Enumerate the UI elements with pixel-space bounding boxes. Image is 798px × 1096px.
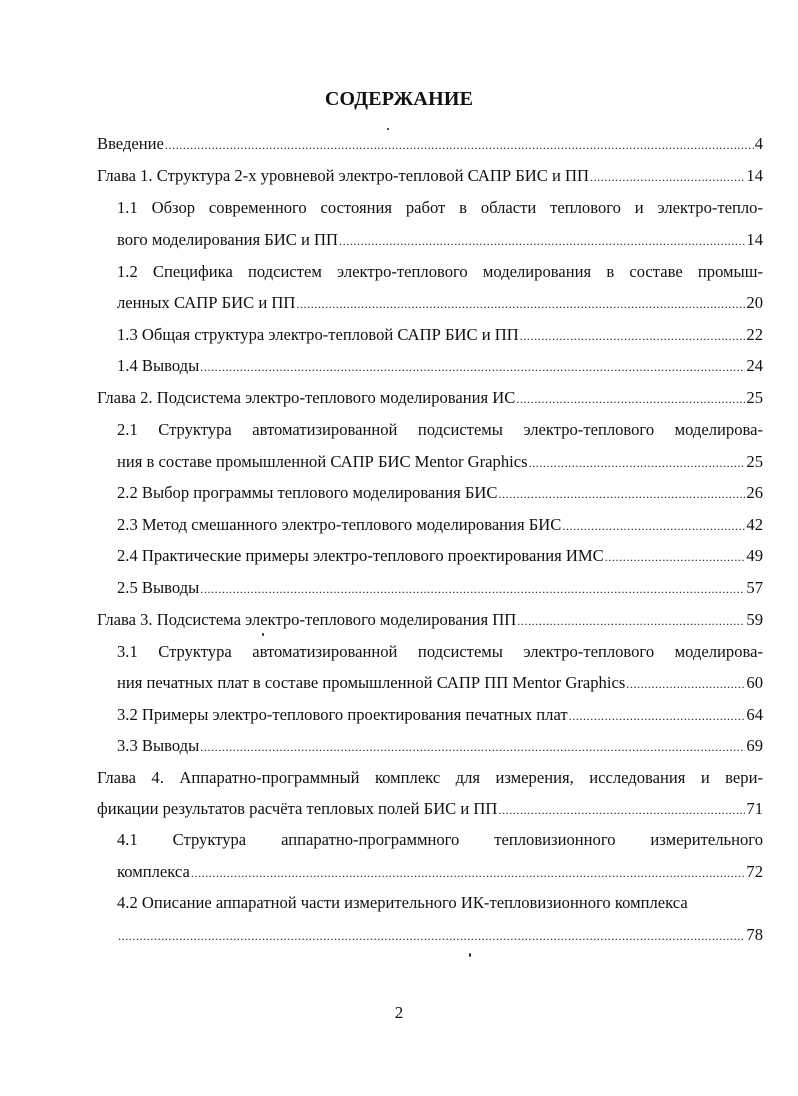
toc-entry-text: вого моделирования БИС и ПП xyxy=(117,230,338,249)
toc-entry-1-1-line1[interactable]: 1.1 Обзор современного состояния работ в области теплового и электро-тепло- xyxy=(117,198,763,217)
toc-entry-text: 3.2 Примеры электро-теплового проектирования печатных плат xyxy=(117,705,568,724)
toc-entry-text: 1.3 Общая структура электро-тепловой САПР БИС и ПП xyxy=(117,325,519,344)
toc-entry-text: 3.3 Выводы xyxy=(117,736,200,755)
toc-entry-2-3[interactable] xyxy=(117,515,763,536)
toc-entry-text: фикации результатов расчёта тепловых полей БИС и ПП xyxy=(97,799,498,818)
toc-page-number: 72 xyxy=(746,862,763,881)
toc-entry-text: комплекса xyxy=(117,862,190,881)
toc-entry-2-1[interactable] xyxy=(117,452,763,473)
dot-leader xyxy=(498,484,745,504)
toc-entry-4-2[interactable] xyxy=(117,925,763,946)
toc-entry-text: 4.2 Описание аппаратной части измерительного ИК-тепловизионного комплекса xyxy=(117,893,688,912)
dot-leader xyxy=(200,357,745,377)
toc-page-number: 20 xyxy=(746,293,763,312)
dot-leader xyxy=(590,167,745,187)
toc-entry-text: ния печатных плат в составе промышленной САПР ПП Mentor Graphics xyxy=(117,673,626,692)
dot-leader xyxy=(498,800,745,820)
toc-entry-4-1[interactable] xyxy=(117,862,763,883)
toc-page-number: 60 xyxy=(746,673,763,692)
toc-entry-text: ния в составе промышленной САПР БИС Mentor Graphics xyxy=(117,452,528,471)
toc-entry-chapter-3[interactable] xyxy=(97,610,763,631)
toc-entry-1-3[interactable] xyxy=(117,325,763,346)
page-number: 2 xyxy=(394,1003,404,1022)
toc-entry-2-2[interactable] xyxy=(117,483,763,504)
toc-entry-2-1-line1[interactable]: 2.1 Структура автоматизированной подсистемы электро-теплового моделирова- xyxy=(117,420,763,439)
toc-page-number: 69 xyxy=(746,736,763,755)
dot-leader xyxy=(296,294,745,314)
toc-entry-4-2-line1[interactable] xyxy=(117,893,763,913)
dot-leader xyxy=(569,706,746,726)
toc-entry-chapter-4[interactable] xyxy=(97,799,763,820)
toc-entry-text: Введение xyxy=(97,134,164,153)
dot-leader xyxy=(520,326,746,346)
page-title: СОДЕРЖАНИЕ xyxy=(324,88,474,110)
dot-leader xyxy=(165,135,754,155)
dot-leader xyxy=(562,516,745,536)
toc-entry-text: 2.2 Выбор программы теплового моделирования БИС xyxy=(117,483,498,502)
toc-entry-2-5[interactable] xyxy=(117,578,763,599)
dot-leader xyxy=(118,926,745,946)
toc-page-number: 25 xyxy=(746,388,763,407)
toc-page-number: 64 xyxy=(746,705,763,724)
toc-entry-text: 2.5 Выводы xyxy=(117,578,200,597)
toc-entry-text: 2.3 Метод смешанного электро-теплового моделирования БИС xyxy=(117,515,562,534)
dot-leader xyxy=(517,611,745,631)
toc-page-number: 24 xyxy=(746,356,763,375)
dot-leader xyxy=(200,737,745,757)
dot-leader xyxy=(626,674,745,694)
toc-entry-text: Глава 2. Подсистема электро-теплового моделирования ИС xyxy=(97,388,516,407)
toc-page-number: 4 xyxy=(754,134,763,153)
toc-entry-3-1[interactable] xyxy=(117,673,763,694)
scan-speck xyxy=(262,633,264,636)
toc-page-number: 71 xyxy=(746,799,763,818)
toc-page-number: 42 xyxy=(746,515,763,534)
toc-page-number: 26 xyxy=(746,483,763,502)
toc-page-number: 59 xyxy=(746,610,763,629)
toc-entry-1-4[interactable] xyxy=(117,356,763,377)
toc-entry-chapter-2[interactable] xyxy=(97,388,763,409)
dot-leader xyxy=(191,863,746,883)
scan-speck xyxy=(387,128,389,130)
toc-entry-1-2-line1[interactable]: 1.2 Специфика подсистем электро-теплового моделирования в составе промыш- xyxy=(117,262,763,281)
toc-page-number: 22 xyxy=(746,325,763,344)
toc-entry-chapter-1[interactable] xyxy=(97,166,763,187)
toc-entry-intro[interactable] xyxy=(97,134,763,155)
toc-entry-1-2[interactable] xyxy=(117,293,763,314)
toc-entry-text: ленных САПР БИС и ПП xyxy=(117,293,296,312)
toc-page-number: 78 xyxy=(746,925,763,944)
toc-entry-3-3[interactable] xyxy=(117,736,763,757)
toc-page-number: 14 xyxy=(746,166,763,185)
dot-leader xyxy=(516,389,745,409)
scan-speck xyxy=(469,953,471,957)
toc-entry-text: 1.4 Выводы xyxy=(117,356,200,375)
dot-leader xyxy=(529,453,746,473)
toc-page-number: 25 xyxy=(746,452,763,471)
dot-leader xyxy=(605,547,746,567)
toc-page-number: 57 xyxy=(746,578,763,597)
toc-entry-1-1[interactable] xyxy=(117,230,763,251)
toc-entry-text: Глава 3. Подсистема электро-теплового моделирования ПП xyxy=(97,610,517,629)
dot-leader xyxy=(339,231,745,251)
toc-entry-4-1-line1[interactable]: 4.1 Структура аппаратно-программного тепловизионного измерительного xyxy=(117,830,763,849)
toc-entry-3-2[interactable] xyxy=(117,705,763,726)
toc-entry-2-4[interactable] xyxy=(117,546,763,567)
toc-entry-chapter-4-line1[interactable]: Глава 4. Аппаратно-программный комплекс для измерения, исследования и вери- xyxy=(97,768,763,787)
toc-page-number: 14 xyxy=(746,230,763,249)
toc-entry-text: 2.4 Практические примеры электро-теплового проектирования ИМС xyxy=(117,546,604,565)
toc-entry-text: Глава 1. Структура 2-х уровневой электро-тепловой САПР БИС и ПП xyxy=(97,166,589,185)
toc-entry-3-1-line1[interactable]: 3.1 Структура автоматизированной подсистемы электро-теплового моделирова- xyxy=(117,642,763,661)
dot-leader xyxy=(200,579,745,599)
toc-page-number: 49 xyxy=(746,546,763,565)
